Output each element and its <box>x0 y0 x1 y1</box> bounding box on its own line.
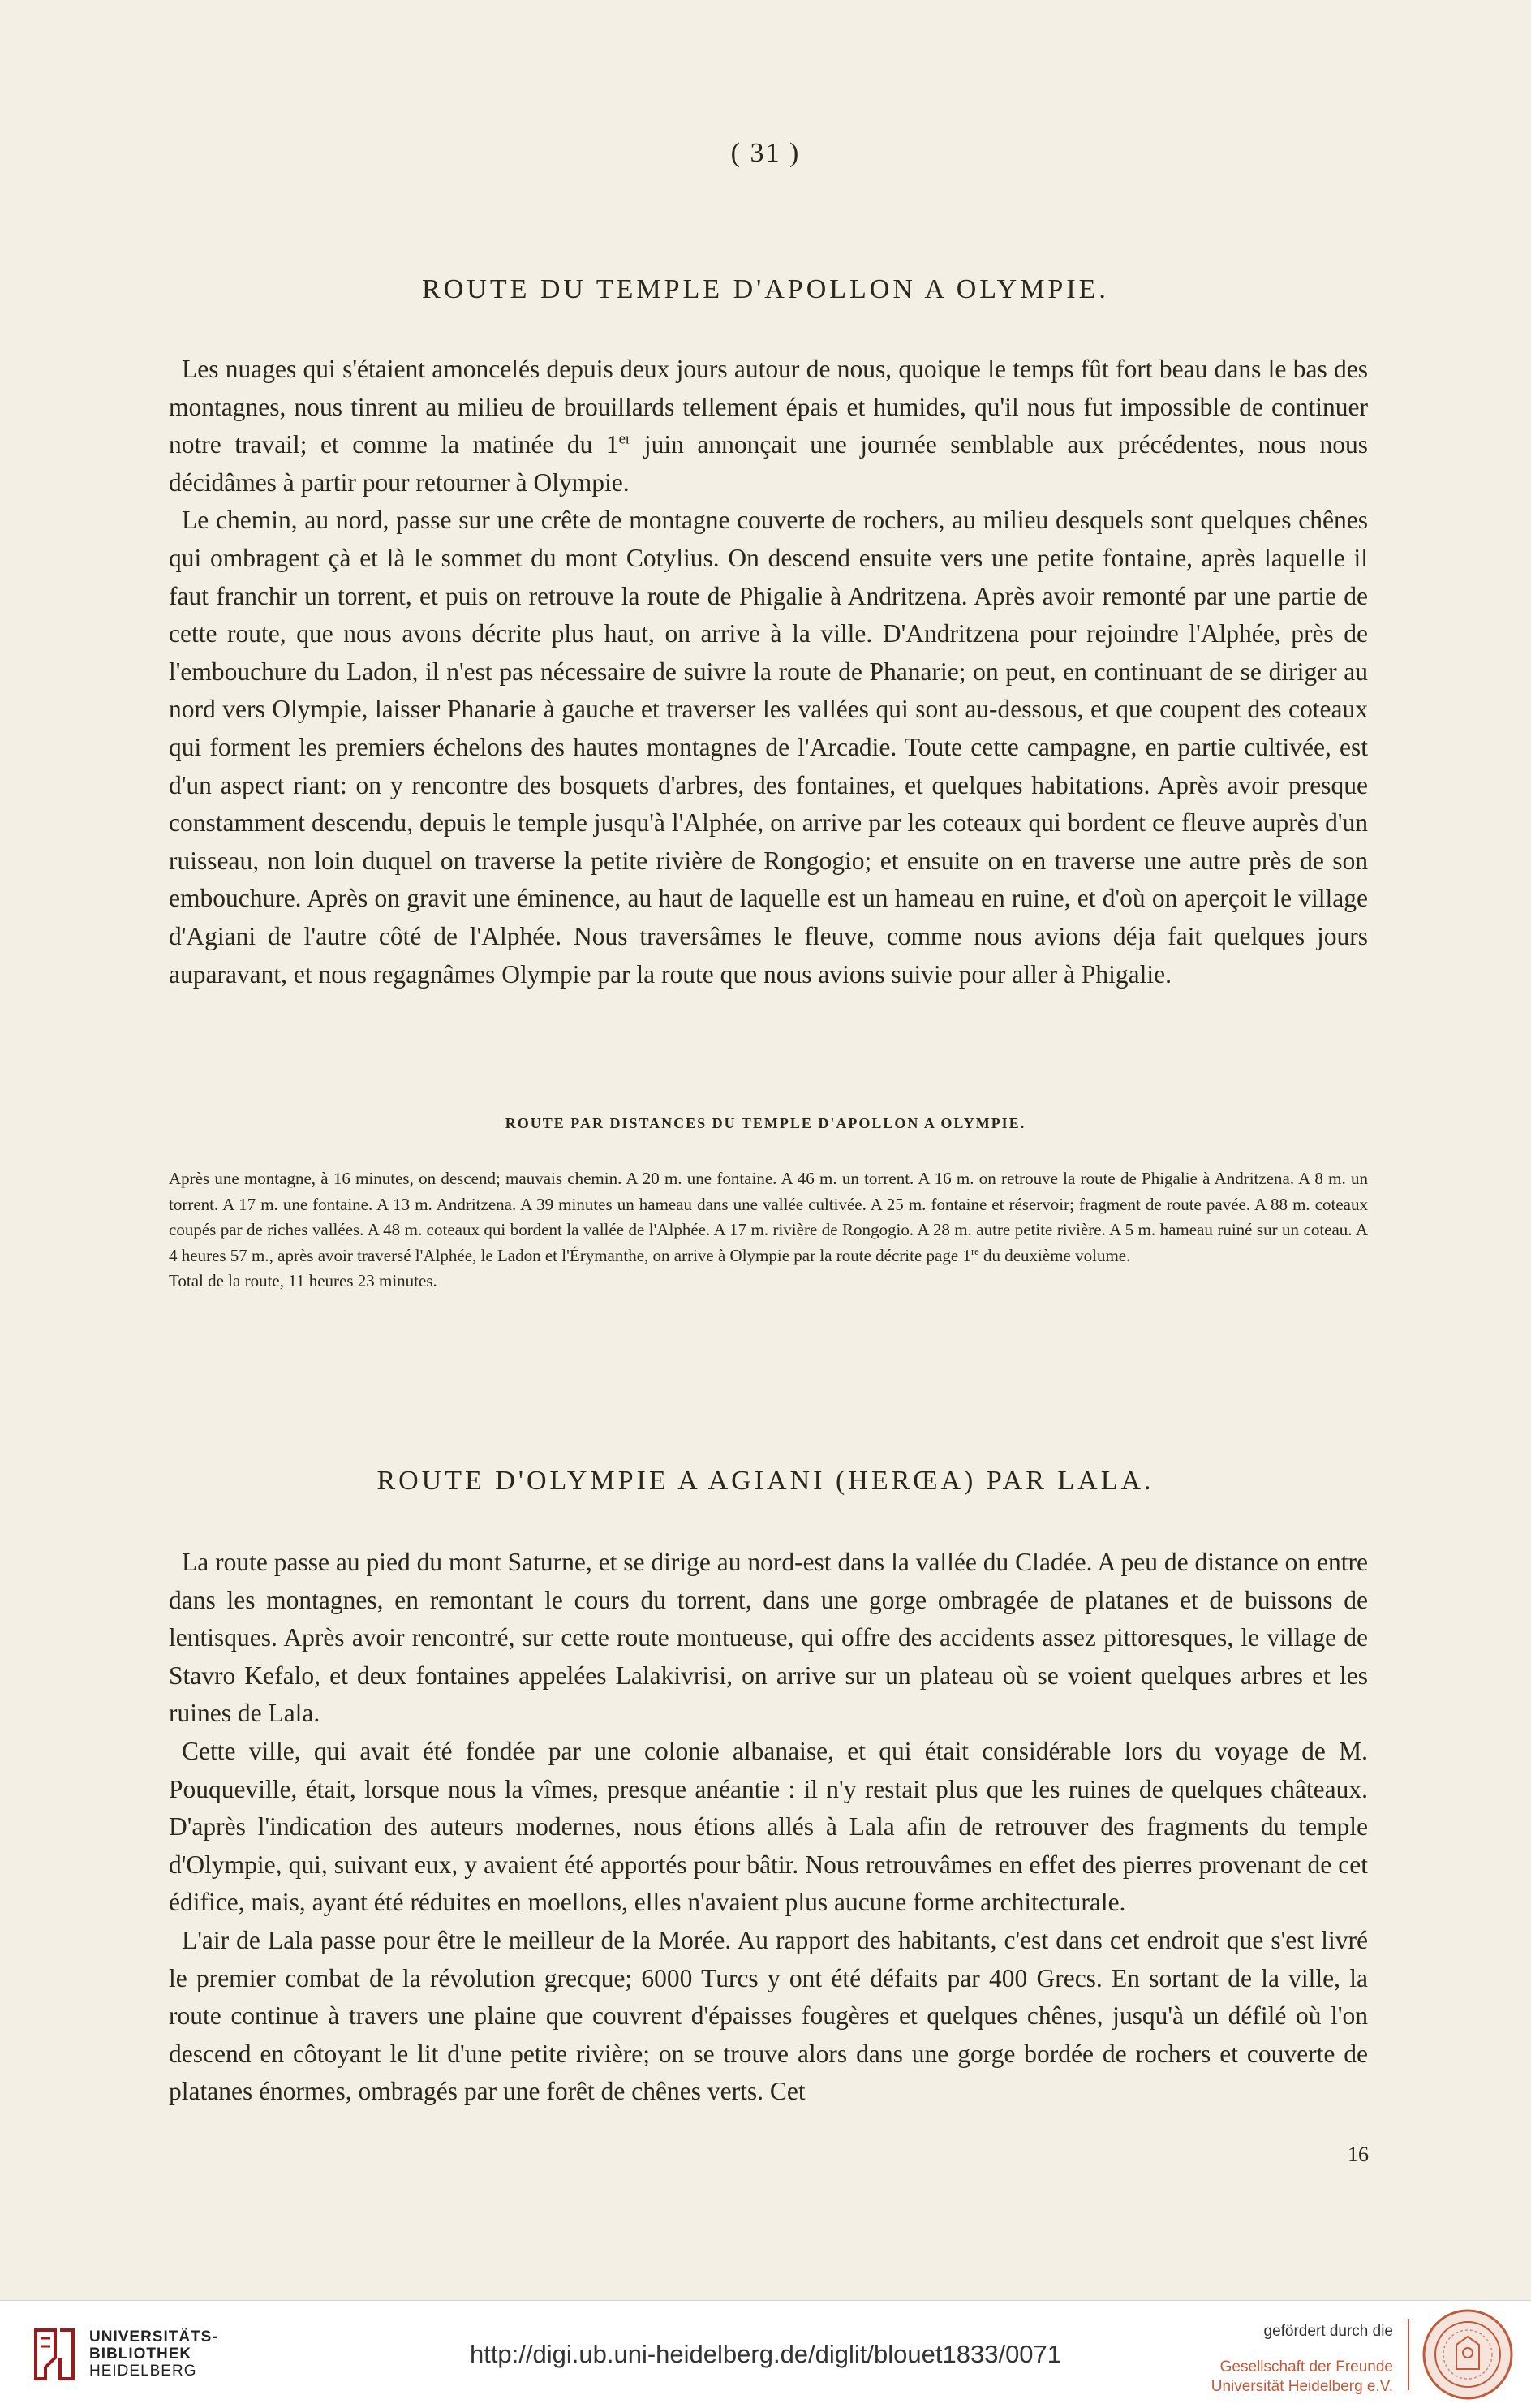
distances-title: ROUTE PAR DISTANCES DU TEMPLE D'APOLLON A OLYMPIE. <box>505 1115 1026 1131</box>
paragraph: Cette ville, qui avait été fondée par une colonie albanaise, et qui était considérable lors du voyage de M. Pouqueville, était, lorsque nous la vîmes, presque anéantie : il n'y restait plus que les ruines de quelques châteaux. D'après l'indication des auteurs modernes, nous étions allés à Lala afin de retrouver des fragments du temple d'Olympie, qui, suivant eux, y avaient été apportés pour bâtir. Nous retrouvâmes en effet des pierres provenant de cet édifice, mais, ayant été réduites en moellons, elles n'avaient plus aucune forme architecturale. <box>169 1736 1368 1917</box>
digitization-footer <box>0 2300 1531 2408</box>
section-body-apollon-olympie <box>169 351 1368 993</box>
paragraph: Le chemin, au nord, passe sur une crête de montagne couverte de rochers, au milieu desquels sont quelques chênes qui ombragent çà et là le sommet du mont Cotylius. On descend ensuite vers une petite fontaine, après laquelle il faut franchir un torrent, et puis on retrouve la route de Phigalie à Andritzena. Après avoir remonté par une partie de cette route, que nous avons décrite plus haut, on arrive à la ville. D'Andritzena pour rejoindre l'Alphée, près de l'embouchure du Ladon, il n'est pas nécessaire de suivre la route de Phanarie; on peut, en continuant de se diriger au nord vers Olympie, laisser Phanarie à gauche et traverser les vallées qui sont au-dessous, et que coupent des coteaux qui forment les premiers échelons des hautes montagnes de l'Arcadie. Toute cette campagne, en partie cultivée, est d'un aspect riant: on y rencontre des bosquets d'arbres, des fontaines, et quelques habitations. Après avoir presque constamment descendu, depuis le temple jusqu'à l'Alphée, on arrive par les coteaux qui bordent ce fleuve auprès d'un ruisseau, non loin duquel on traverse la petite rivière de Rongogio; et ensuite on en traverse une autre près de son embouchure. Après on gravit une éminence, au haut de laquelle est un hameau en ruine, et d'où on aperçoit le village d'Agiani de l'autre côté de l'Alphée. Nous traversâmes le fleuve, comme nous avions déja fait quelques jours auparavant, et nous regagnâmes Olympie par la route que nous avions suivie pour aller à Phigalie. <box>169 506 1368 989</box>
signature-mark: 16 <box>1348 2143 1369 2166</box>
footer-divider <box>1408 2319 1409 2390</box>
distances-total: Total de la route, 11 heures 23 minutes. <box>169 1271 437 1290</box>
paragraph: La route passe au pied du mont Saturne, et se dirige au nord-est dans la vallée du Cladée. A peu de distance on entre dans les montagnes, en remontant le cours du torrent, dans une gorge ombragée de platanes et de buissons de lentisques. Après avoir rencontré, sur cette route montueuse, qui offre des accidents assez pittoresques, le village de Stavro Kefalo, et deux fontaines appelées Lalakivrisi, on arrive sur un plateau où se voient quelques arbres et les ruines de Lala. <box>169 1548 1368 1728</box>
university-seal-icon <box>1421 2307 1515 2402</box>
ordinal-superscript: re <box>970 1245 979 1257</box>
distances-block <box>169 1166 1368 1294</box>
section-title-olympie-agiani: ROUTE D'OLYMPIE A AGIANI (HERŒA) PAR LALA. <box>376 1466 1155 1496</box>
library-name-line: BIBLIOTHEK <box>89 2346 192 2363</box>
sponsor-text <box>1211 2322 1393 2397</box>
distances-text: Après une montagne, à 16 minutes, on descend; mauvais chemin. A 20 m. une fontaine. A 46 m. un torrent. A 16 m. on retrouve la route de Phigalie à Andritzena. A 8 m. un torrent. A 17 m. une fontaine. A 13 m. Andritzena. A 39 minutes un hameau dans une vallée cultivée. A 25 m. fontaine et réservoir; fragment de route pavée. A 88 m. coteaux coupés par de riches vallées. A 48 m. coteaux qui bordent la vallée de l'Alphée. A 17 m. rivière de Rongogio. A 28 m. autre petite rivière. A 5 m. hameau ruiné sur un coteau. A 4 heures 57 m., après avoir traversé l'Alphée, le Ladon et l'Érymanthe, on arrive à Olympie par la route décrite page 1re du deuxième volume. <box>169 1169 1368 1265</box>
page-number: ( 31 ) <box>730 138 801 168</box>
ordinal-superscript: er <box>618 430 631 448</box>
paragraph: L'air de Lala passe pour être le meilleur de la Morée. Au rapport des habitants, c'est dans cet endroit que s'est livré le premier combat de la révolution grecque; 6000 Turcs y ont été défaits par 400 Grecs. En sortant de la ville, la route continue à travers une plaine que couvrent d'épaisses fougères et quelques chênes, jusqu'à un défilé où l'on descend en côtoyant le lit d'une petite rivière; on se trouve alors dans une gorge bordée de rochers et couverte de platanes énormes, ombragés par une forêt de chênes verts. Cet <box>169 1925 1368 2106</box>
permalink-url[interactable]: http://digi.ub.uni-heidelberg.de/diglit/blouet1833/0071 <box>469 2340 1062 2368</box>
library-name-line: UNIVERSITÄTS- <box>89 2328 218 2346</box>
library-name-line: HEIDELBERG <box>89 2363 197 2380</box>
sponsor-line: gefördert durch die <box>1263 2323 1393 2340</box>
section-body-olympie-agiani <box>169 1544 1368 2111</box>
sponsor-line: Gesellschaft der Freunde <box>1219 2358 1393 2376</box>
sponsor-line: Universität Heidelberg e.V. <box>1211 2378 1393 2395</box>
paragraph: Les nuages qui s'étaient amoncelés depuis deux jours autour de nous, quoique le temps fût fort beau dans le bas des montagnes, nous tinrent au milieu de brouillards tellement épais et humides, qu'il nous fut impossible de continuer notre travail; et comme la matinée du 1er juin annonçait une journée semblable aux précédentes, nous nous décidâmes à partir pour retourner à Olympie. <box>169 355 1369 497</box>
section-title-apollon-olympie: ROUTE DU TEMPLE D'APOLLON A OLYMPIE. <box>422 274 1109 304</box>
